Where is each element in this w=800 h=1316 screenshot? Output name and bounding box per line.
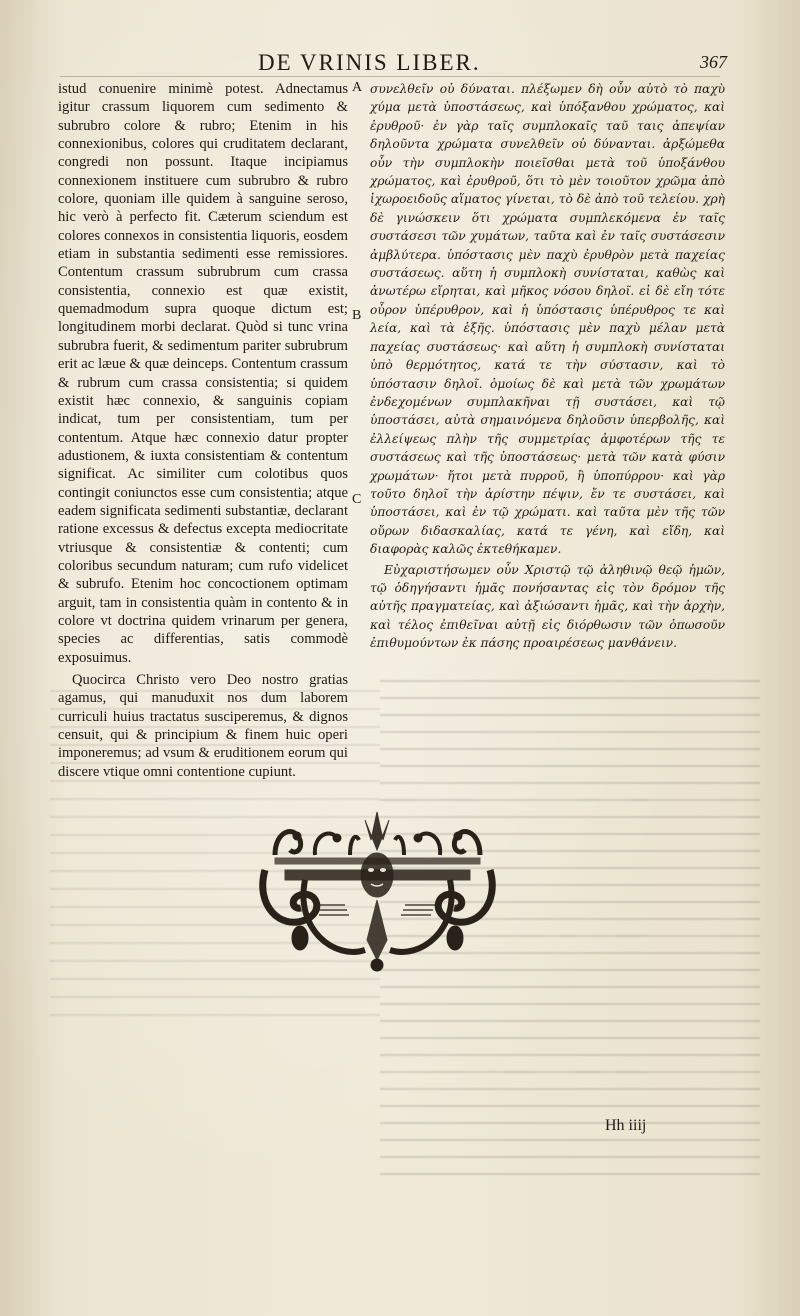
greek-paragraph: Εὐχαριστήσωμεν οὖν Χριστῷ τῷ ἀληθινῷ θεῷ ἡμῶν, τῷ ὁδηγήσαντι ἡμᾶς πονήσαντας εἰς τὸν δρόμον τῆς αὐτῆς πραγματείας, καὶ ἀξιώσαντι ἡμᾶς, καὶ τὴν ἀρχὴν, καὶ τέλος ἐπιθεῖναι αὐτῇ εἰς διόρθωσιν τῶν ὁπωσοῦν ἐπιθυμούντων ἐκ πάσης προαιρέσεως μανθάνειν.: [370, 562, 725, 651]
grotesque-ornament-icon: [255, 810, 500, 975]
signature-mark: Hh iiij: [605, 1117, 647, 1134]
greek-paragraph: συνελθεῖν οὐ δύναται. πλέξωμεν δὴ οὖν αὐτὸ τὸ παχὺ χύμα μετὰ ὑποστάσεως, καὶ ὑπόξανθου χρώματος, καὶ ἐρυθροῦ· ἐν γὰρ ταῖς συμπλοκαῖς ταῦ ταις ἀπεψίαν δηλοῦντα χρώματα συνελθεῖν οὐ δύνανται. ἀρξώμεθα οὖν τὴν συμπλοκὴν ποιεῖσθαι μετὰ τοῦ ὑποξάνθου χρώματος, καὶ ἐρυθροῦ, ὅτι τὸ μὲν τοιοῦτον χρῶμα ἀπὸ ἰχωροειδοῦς αἵματος γίνεται, τὸ δὲ ἀπὸ τοῦ τελείου. χρὴ δὲ γινώσκειν ὅτι χρώματα συμπλεκόμενα ἐν ταῖς συστάσεσι τῶν χυμάτων, ταῦτα καὶ ἐν ταῖς συστάσεσιν ἀμβλύτερα. ὑπόστασις μὲν παχὺ ἐρυθρὸν μετὰ παχείας συστάσεως. αὕτη ἡ συμπλοκὴ συνίσταται, καθὼς καὶ ἀνωτέρω εἴρηται, καὶ μῆκος νόσου δηλοῖ. εἰ δὲ εἴη τότε οὖρον ὑπέρυθρον, καὶ ἡ ὑπόστασις ὑπέρυθρος τε καὶ λεία, καὶ τὰ ἑξῆς. ὑπόστασις μὲν παχὺ μέλαν μετὰ παχείας συστάσεως· καὶ αὕτη ἡ συμπλοκὴ συνίσταται ὑπὸ θερμότητος, κατά τε τὴν σύστασιν, καὶ τὸ ὑπόστασιν δηλοῖ. ὁμοίως δὲ καὶ μετὰ τῶν χρωμάτων ἐνδεχομένων συμπλακῆναι τῇ συστάσει, καὶ τῷ ὑποστάσει, αὐτὰ σημαινόμενα δηλοῦσιν ὑπερβολῆς, καὶ ἐλλείψεως πλὴν τῆς συμμετρίας ἀμφοτέρων τῆς τε συστάσεως καὶ τῆς ὑποστάσεως· μετὰ τῶν κατὰ φύσιν χρωμάτων· ἤτοι μετὰ πυρροῦ, ἢ ὑποπύρρου· καὶ γὰρ τοῦτο δηλοῖ τὴν ἀρίστην πέψιν, ἔν τε συστάσει, καὶ ὑποστάσει, καὶ ἐν τῷ χρώματι. καὶ ταῦτα μὲν τῆς τῶν οὔρων διδασκαλίας, κατά τε γένη, καὶ εἴδη, καὶ διαφορὰς καλῶς ἐκτεθήκαμεν.: [370, 82, 725, 557]
latin-column: [58, 80, 348, 781]
page-number: 367: [700, 52, 727, 72]
latin-paragraph: Quocirca Christo vero Deo nostro gratias agamus, qui manuduxit nos dum laborem curriculi huius tractatus susciperemus, & dignos censuit, qui & principium & finem huic operi imponeremus; ad vsum & eruditionem eorum qui discere vtique omni contentione cupiunt.: [58, 672, 348, 780]
margin-letter-b: B: [352, 308, 362, 323]
greek-column: [370, 80, 725, 653]
running-head: DE VRINIS LIBER.: [258, 50, 481, 75]
latin-paragraph: istud conuenire minimè potest. Adnectamus igitur crassum liquorem cum sedimento & subrubro colore & rubro; Etenim in his connexionibus, colores qui cruditatem declarant, congredi non possunt. Itaque incipiamus connexionem instituere cum subrubro & rubro colore, quoniam ille quidem à sanguine seroso, hic verò à perfecto fit. Cæterum sciendum est colores connexos in consistentia liquoris, eosdem etiam in substantia sedimenti esse remissiores. Contentum crassum subrubrum cum crassa consistentia, connexio est quæ existit, quemadmodum supra quoque dictum est; longitudinem morbi declarat. Quòd si tunc vrina subrubra fuerit, & sedimentum pariter subrubrum erit ac læue & quæ deinceps. Contentum crassum & rubrum cum crassa consistentia; si quidem existit hæc connexio, & sanguinis copiam indicat, tum per consistentiam, tum per contentum. Atque hæc connexio datur propter adustionem, & iuxta consistentiam & contentum significat. Ac similiter cum colotibus quos contingit coniunctos esse cum consistentia; atque eadem significata sedimenti substantiæ, declarant ratione excessus & defectus excepta mediocritate vtriusque & consistentiæ & contenti; cum coloribus secundum naturam; cum rufo videlicet & subrufo. Etenim hoc concoctionem optimam arguit, tam in consistentia quàm in contento & in colore vt doctrina quidem vrinarum per genera, species ac differentias, satis commodè exposuimus.: [58, 81, 348, 666]
margin-letter-c: C: [352, 492, 362, 507]
header-rule: [60, 76, 720, 77]
margin-letter-a: A: [352, 80, 363, 95]
